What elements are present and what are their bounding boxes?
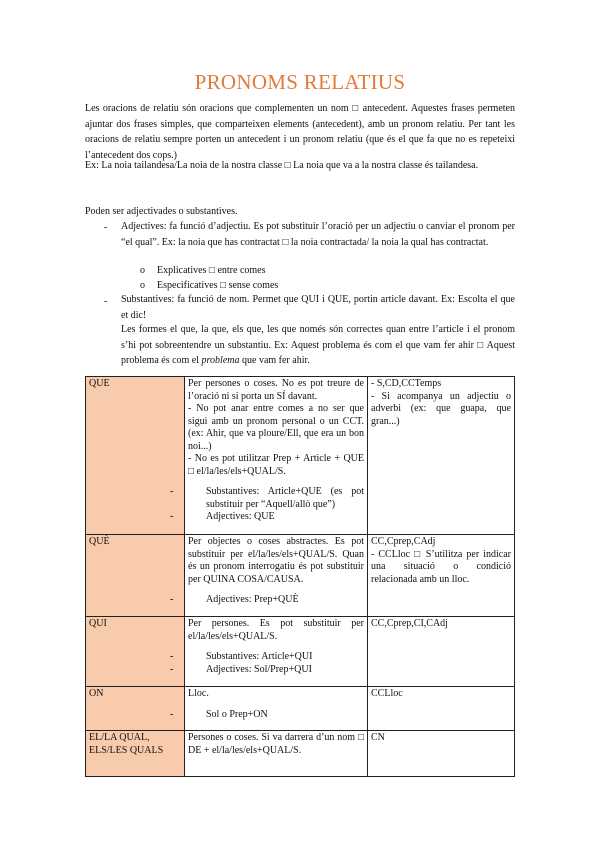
usage-bullet: - Adjectives: Sol/Prep+QUI [170, 663, 312, 675]
function-text: - CCLloc □ S’utilitza per indicar una situació o condició relacionada amb un lloc. [371, 548, 511, 585]
usage-text: Per persones. Es pot substituir per el/la/les/els+QUAL/S. [188, 618, 364, 642]
function-text: - S,CD,CCTemps [371, 378, 442, 389]
table-row [86, 377, 515, 535]
function-cell [368, 687, 515, 731]
usage-bullet: - Substantives: Article+QUI [170, 651, 313, 662]
function-text: CC,Cprep,CAdj [371, 536, 436, 547]
usage-bullet: - Adjectives: QUE [170, 511, 275, 522]
pronoun-cell: EL/LA QUAL, ELS/LES QUALS [86, 731, 185, 777]
table-row [86, 617, 515, 687]
function-text: - Si acompanya un adjectiu o adverbi (ex: que guapa, que gran...) [371, 390, 511, 427]
table-row [86, 731, 515, 777]
spacer [188, 643, 364, 651]
pronoun-cell: ON [86, 687, 185, 731]
intro-paragraph: Les oracions de relatiu són oracions que complementen un nom □ antecedent. Aquestes frases permeten ajuntar dos frases simples, que comparteixen elements (antecedent), amb un pronom relatiu. Per tant les oracions de relatiu sempre porten un antecedent i un pronom relatiu (que és el que fa que no es repeteixi l’antecedent dos cops.) [85, 103, 515, 162]
example-paragraph: Ex: La noia tailandesa/La noia de la nostra classe □ La noia que va a la nostra classe és tailandesa. [85, 160, 479, 171]
usage-text: Persones o coses. Si va darrera d’un nom □ DE + el/la/les/els+QUAL/S. [188, 732, 364, 756]
function-cell [368, 617, 515, 687]
usage-bullet: - Sol o Prep+ON [170, 708, 268, 720]
sub-bullet-especificatives: Especificatives □ sense comes [157, 280, 279, 291]
usage-text: - No es pot utilitzar Prep + Article + QUE □ el/la/les/els+QUAL/S. [188, 453, 364, 477]
bullet-adjectives: Adjectives: fa funció d’adjectiu. Es pot substituir l’oració per un adjectiu o canviar el pronom per “el qual”. Ex: la noia que has contractat □ la noia contractada/ la noia la qual has contractat. [121, 221, 515, 248]
sub-bullet-marker: o [140, 265, 145, 276]
pronoun-cell: QUI [86, 617, 185, 687]
function-cell [368, 377, 515, 535]
bullet-dash: - [104, 296, 108, 307]
types-intro: Poden ser adjectivades o substantives. [85, 206, 238, 217]
sub-bullet-marker: o [140, 280, 145, 291]
usage-bullet: - Adjectives: Prep+QUÈ [170, 594, 299, 605]
usage-cell [185, 731, 368, 777]
usage-cell [170, 617, 368, 687]
substantives-note: Les formes el que, la que, els que, les que només són correctes quan entre l’article i el pronom s’hi pot sobreentendre un substantiu. Ex: Aquest problema és com el que vam fer ahir □ Aquest problema és com el problema que vam fer ahir. [121, 324, 515, 367]
bullet-substantives: Substantives: fa funció de nom. Permet que QUI i QUE, portin article davant. Ex: Escolta el que et dic! [121, 294, 515, 321]
function-text: CCLloc [371, 688, 403, 699]
usage-text: - No pot anar entre comes a no ser que sigui amb un pronom personal o un CCT. (ex: Ahir, que va ploure/Ell, que era un bon noi...) [188, 403, 364, 452]
pronoun-cell: QUE [86, 377, 185, 535]
spacer [188, 701, 364, 709]
pronoun-cell: QUÈ [86, 535, 185, 617]
usage-text: Lloc. [188, 688, 209, 699]
usage-text: Per objectes o coses abstractes. Es pot substituir per el/la/les/els+QUAL/S. Quan és un pronom interrogatiu és pot substituir per QUINA COSA/CAUSA. [188, 536, 364, 585]
function-cell [368, 535, 515, 617]
usage-bullet: - Substantives: Article+QUE (es pot substituir per “Aquell/allò que”) [170, 486, 364, 510]
usage-cell [170, 687, 368, 731]
table-row [86, 687, 515, 731]
page-title: PRONOMS RELATIUS [194, 70, 406, 94]
function-cell [368, 731, 515, 777]
relative-pronouns-table [85, 376, 515, 777]
spacer [188, 586, 364, 594]
usage-text: Per persones o coses. No es pot treure de l’oració ni si porta un SÍ davant. [188, 378, 364, 402]
function-text: CN [371, 732, 385, 743]
sub-bullet-explicatives: Explicatives □ entre comes [157, 265, 266, 276]
function-text: CC,Cprep,CI,CAdj [371, 618, 448, 629]
usage-cell [170, 535, 368, 617]
usage-cell [170, 377, 368, 535]
table-row [86, 535, 515, 617]
spacer [188, 478, 364, 486]
bullet-dash: - [104, 222, 108, 233]
